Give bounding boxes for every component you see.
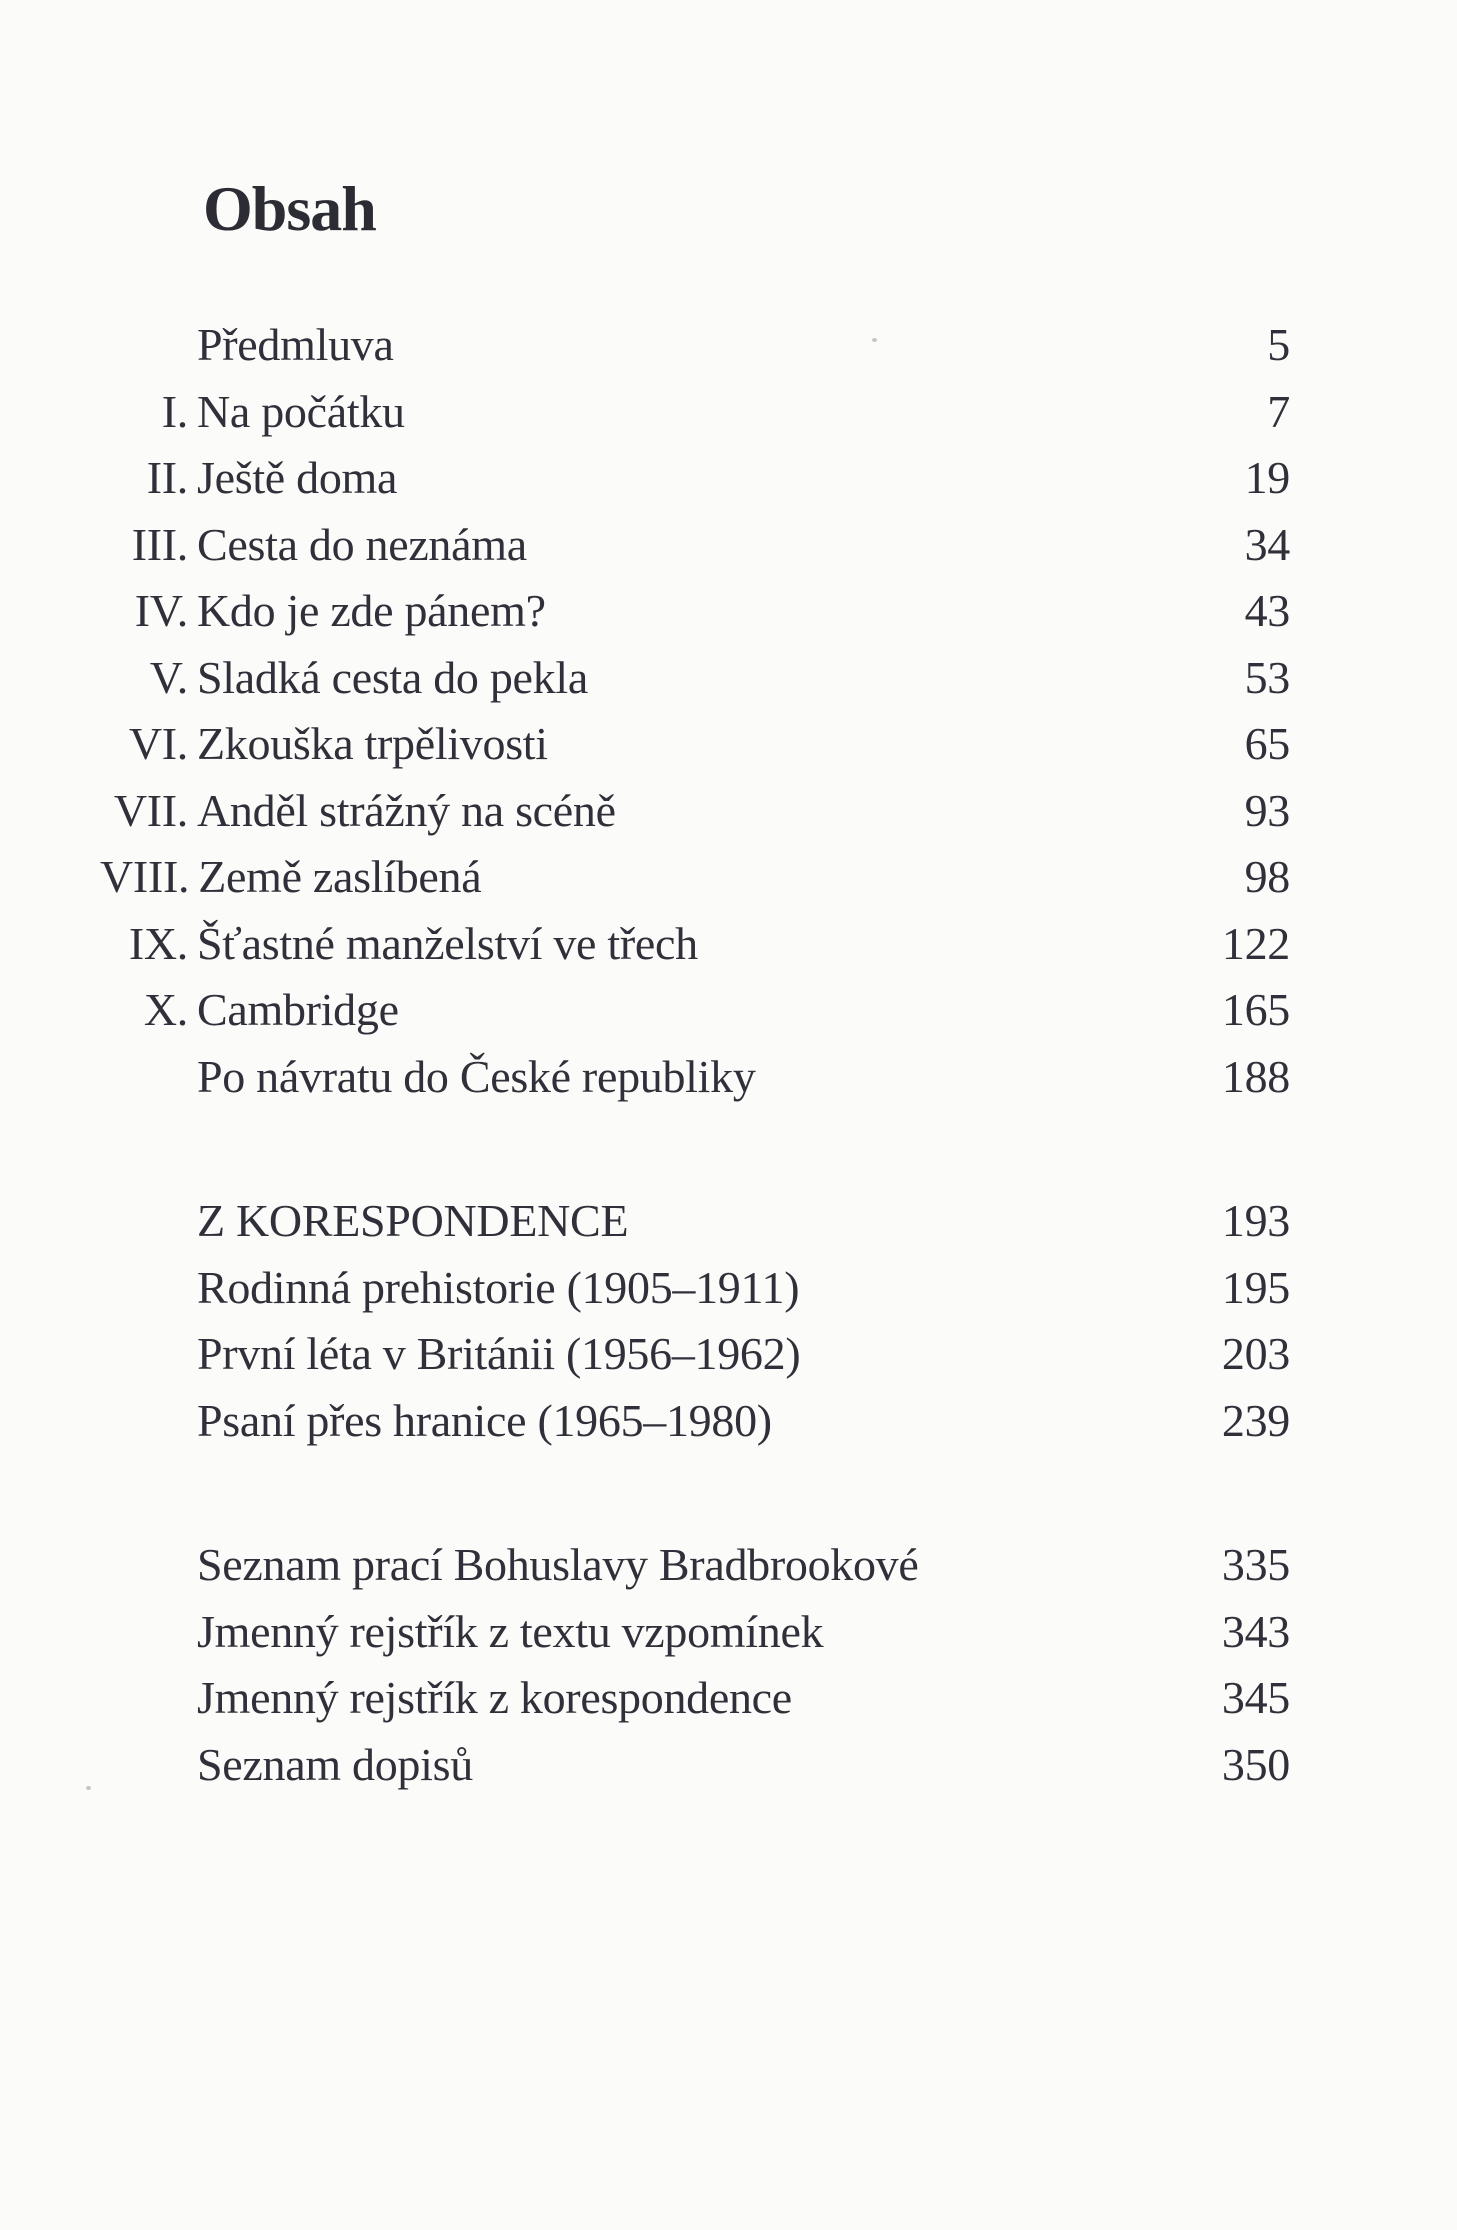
page-number: 239 — [1221, 1394, 1290, 1446]
toc-row — [100, 1188, 1290, 1255]
chapter-title: První léta v Británii (1956–1962) — [197, 1328, 801, 1379]
page-number: 53 — [1244, 651, 1290, 703]
toc-row — [100, 312, 1290, 379]
chapter-title: Psaní přes hranice (1965–1980) — [197, 1394, 772, 1446]
page-number: 343 — [1221, 1605, 1290, 1657]
page-number: 188 — [1221, 1050, 1290, 1102]
chapter-title: Jmenný rejstřík z korespondence — [197, 1672, 792, 1723]
chapter-title: Kdo je zde pánem? — [197, 585, 546, 636]
chapter-title: Předmluva — [197, 319, 394, 370]
chapter-title: Sladká cesta do pekla — [197, 651, 588, 703]
toc-block-correspondence — [100, 1188, 1290, 1454]
chapter-title: Rodinná prehistorie (1905–1911) — [197, 1261, 800, 1313]
toc-row — [100, 645, 1290, 712]
chapter-title: Seznam dopisů — [197, 1738, 473, 1790]
toc-row — [100, 1665, 1290, 1732]
chapter-title: Na počátku — [197, 385, 405, 437]
toc-row — [100, 1321, 1290, 1388]
chapter-title: Po návratu do České republiky — [197, 1050, 756, 1102]
page-number: 98 — [1244, 851, 1290, 902]
toc-row — [100, 977, 1290, 1044]
toc-row — [100, 1532, 1290, 1599]
table-of-contents — [100, 312, 1290, 1798]
page-number: 195 — [1221, 1261, 1290, 1313]
toc-row — [100, 512, 1290, 579]
chapter-title: Cesta do neznáma — [197, 518, 527, 570]
page-number: 93 — [1244, 784, 1290, 836]
chapter-title: Šťastné manželství ve třech — [197, 917, 698, 969]
toc-block-appendix — [100, 1532, 1290, 1798]
toc-row — [100, 911, 1290, 978]
page-number: 5 — [1267, 319, 1290, 370]
chapter-number: IV. — [134, 585, 188, 636]
page-number: 165 — [1221, 984, 1290, 1035]
page-number: 65 — [1244, 718, 1290, 769]
chapter-title: Jmenný rejstřík z textu vzpomínek — [197, 1605, 824, 1657]
chapter-number: VII. — [113, 784, 188, 836]
toc-row — [100, 445, 1290, 512]
toc-row — [100, 711, 1290, 778]
page-number: 43 — [1244, 585, 1290, 636]
toc-row — [100, 1388, 1290, 1455]
page-title: Obsah — [203, 172, 376, 244]
page-number: 335 — [1221, 1539, 1290, 1590]
chapter-number: VI. — [128, 718, 188, 769]
chapter-number: III. — [131, 518, 188, 570]
page-number: 203 — [1221, 1328, 1290, 1379]
chapter-title: Z KORESPONDENCE — [197, 1195, 629, 1246]
chapter-number: IX. — [128, 917, 188, 969]
page-number: 122 — [1221, 917, 1290, 969]
chapter-title: Anděl strážný na scéně — [197, 784, 616, 836]
toc-row — [100, 1599, 1290, 1666]
page-number: 34 — [1244, 518, 1290, 570]
toc-row — [100, 1732, 1290, 1799]
chapter-number: II. — [146, 452, 188, 503]
scan-speck — [86, 1786, 91, 1790]
chapter-number: V. — [149, 651, 188, 703]
page-number: 19 — [1244, 452, 1290, 503]
page-number: 7 — [1267, 385, 1290, 437]
toc-row — [100, 844, 1290, 911]
page-number: 345 — [1221, 1672, 1290, 1723]
toc-row — [100, 1255, 1290, 1322]
toc-row — [100, 1044, 1290, 1111]
chapter-number: I. — [161, 385, 188, 437]
toc-row — [100, 778, 1290, 845]
chapter-title: Seznam prací Bohuslavy Bradbrookové — [197, 1539, 919, 1590]
toc-block-chapters — [100, 312, 1290, 1110]
page-number: 350 — [1221, 1738, 1290, 1790]
page-number: 193 — [1221, 1195, 1290, 1246]
chapter-title: Zkouška trpělivosti — [197, 718, 548, 769]
chapter-number: X. — [143, 984, 188, 1035]
toc-row — [100, 379, 1290, 446]
chapter-number: VIII. — [100, 851, 190, 902]
toc-row — [100, 578, 1290, 645]
chapter-title: Cambridge — [197, 984, 399, 1035]
chapter-title: Země zaslíbená — [198, 851, 482, 902]
chapter-title: Ještě doma — [197, 452, 398, 503]
scan-speck — [872, 338, 877, 342]
